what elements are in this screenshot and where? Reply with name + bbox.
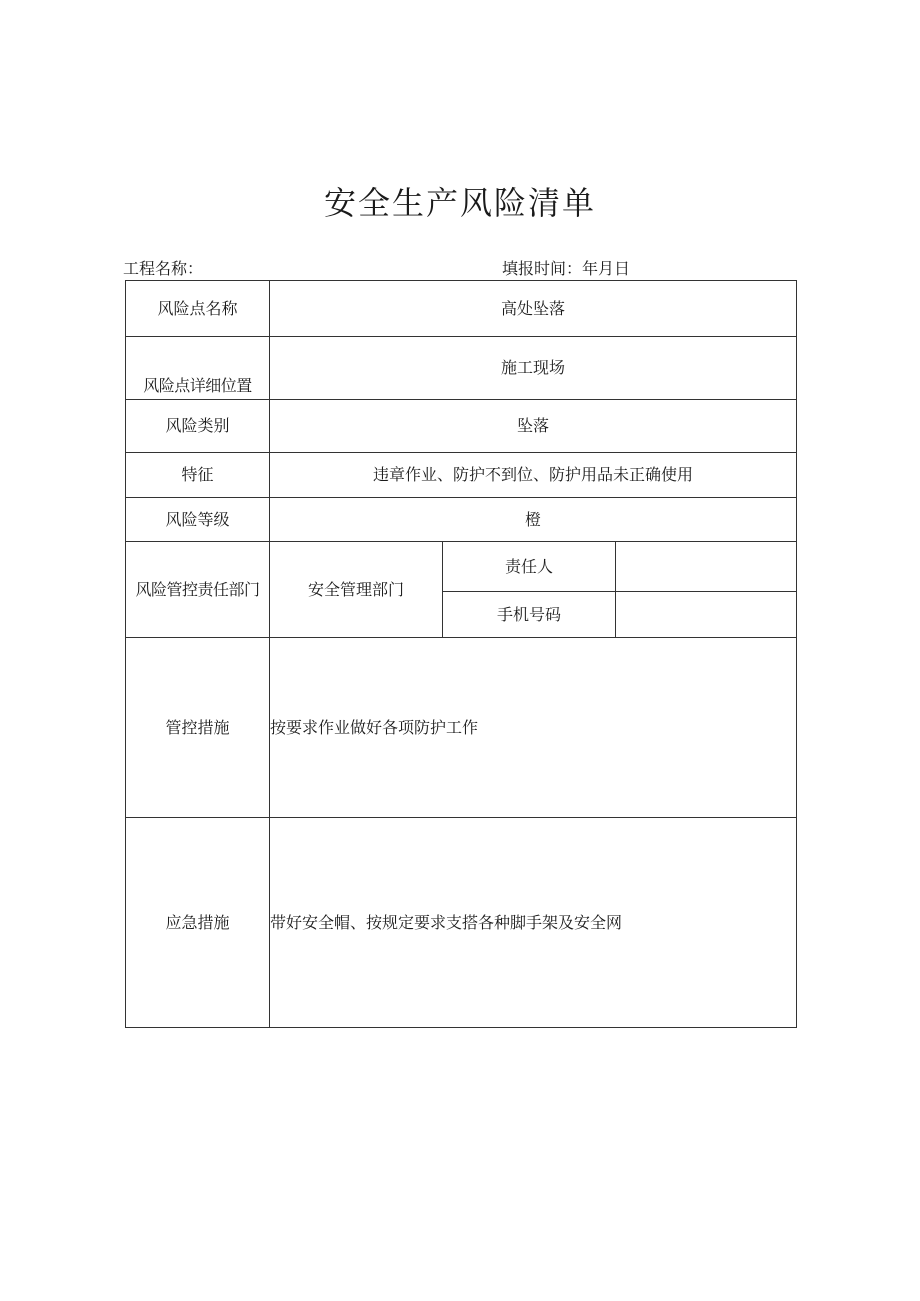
risk-list-table — [125, 280, 797, 1028]
table-row — [126, 498, 797, 542]
table-row — [126, 400, 797, 453]
emergency-measures-label: 应急措施 — [126, 818, 270, 1028]
phone-value — [616, 592, 797, 638]
risk-point-name-label: 风险点名称 — [126, 281, 270, 337]
table-row — [126, 337, 797, 400]
emergency-measures-value: 带好安全帽、按规定要求支搭各种脚手架及安全网 — [270, 818, 797, 1028]
project-name-label: 工程名称： — [123, 259, 204, 278]
table-row — [126, 638, 797, 818]
table-row — [126, 281, 797, 337]
table-row — [126, 453, 797, 498]
risk-level-label: 风险等级 — [126, 498, 270, 542]
phone-label: 手机号码 — [443, 592, 616, 638]
risk-point-name-value: 高处坠落 — [270, 281, 797, 337]
control-department-label: 风险管控责任部门 — [126, 542, 270, 638]
risk-level-value: 橙 — [270, 498, 797, 542]
responsible-person-value — [616, 542, 797, 592]
table-row — [126, 542, 797, 592]
report-time-label: 填报时间：年月日 — [502, 259, 631, 278]
features-value: 违章作业、防护不到位、防护用品未正确使用 — [270, 453, 797, 498]
risk-category-label: 风险类别 — [126, 400, 270, 453]
risk-point-location-label: 风险点详细位置 — [126, 337, 270, 400]
responsible-person-label: 责任人 — [443, 542, 616, 592]
control-measures-value: 按要求作业做好各项防护工作 — [270, 638, 797, 818]
page-title: 安全生产风险清单 — [323, 184, 596, 222]
risk-category-value: 坠落 — [270, 400, 797, 453]
table-row — [126, 818, 797, 1028]
control-department-value: 安全管理部门 — [270, 542, 443, 638]
risk-point-location-value: 施工现场 — [270, 337, 797, 400]
control-measures-label: 管控措施 — [126, 638, 270, 818]
features-label: 特征 — [126, 453, 270, 498]
